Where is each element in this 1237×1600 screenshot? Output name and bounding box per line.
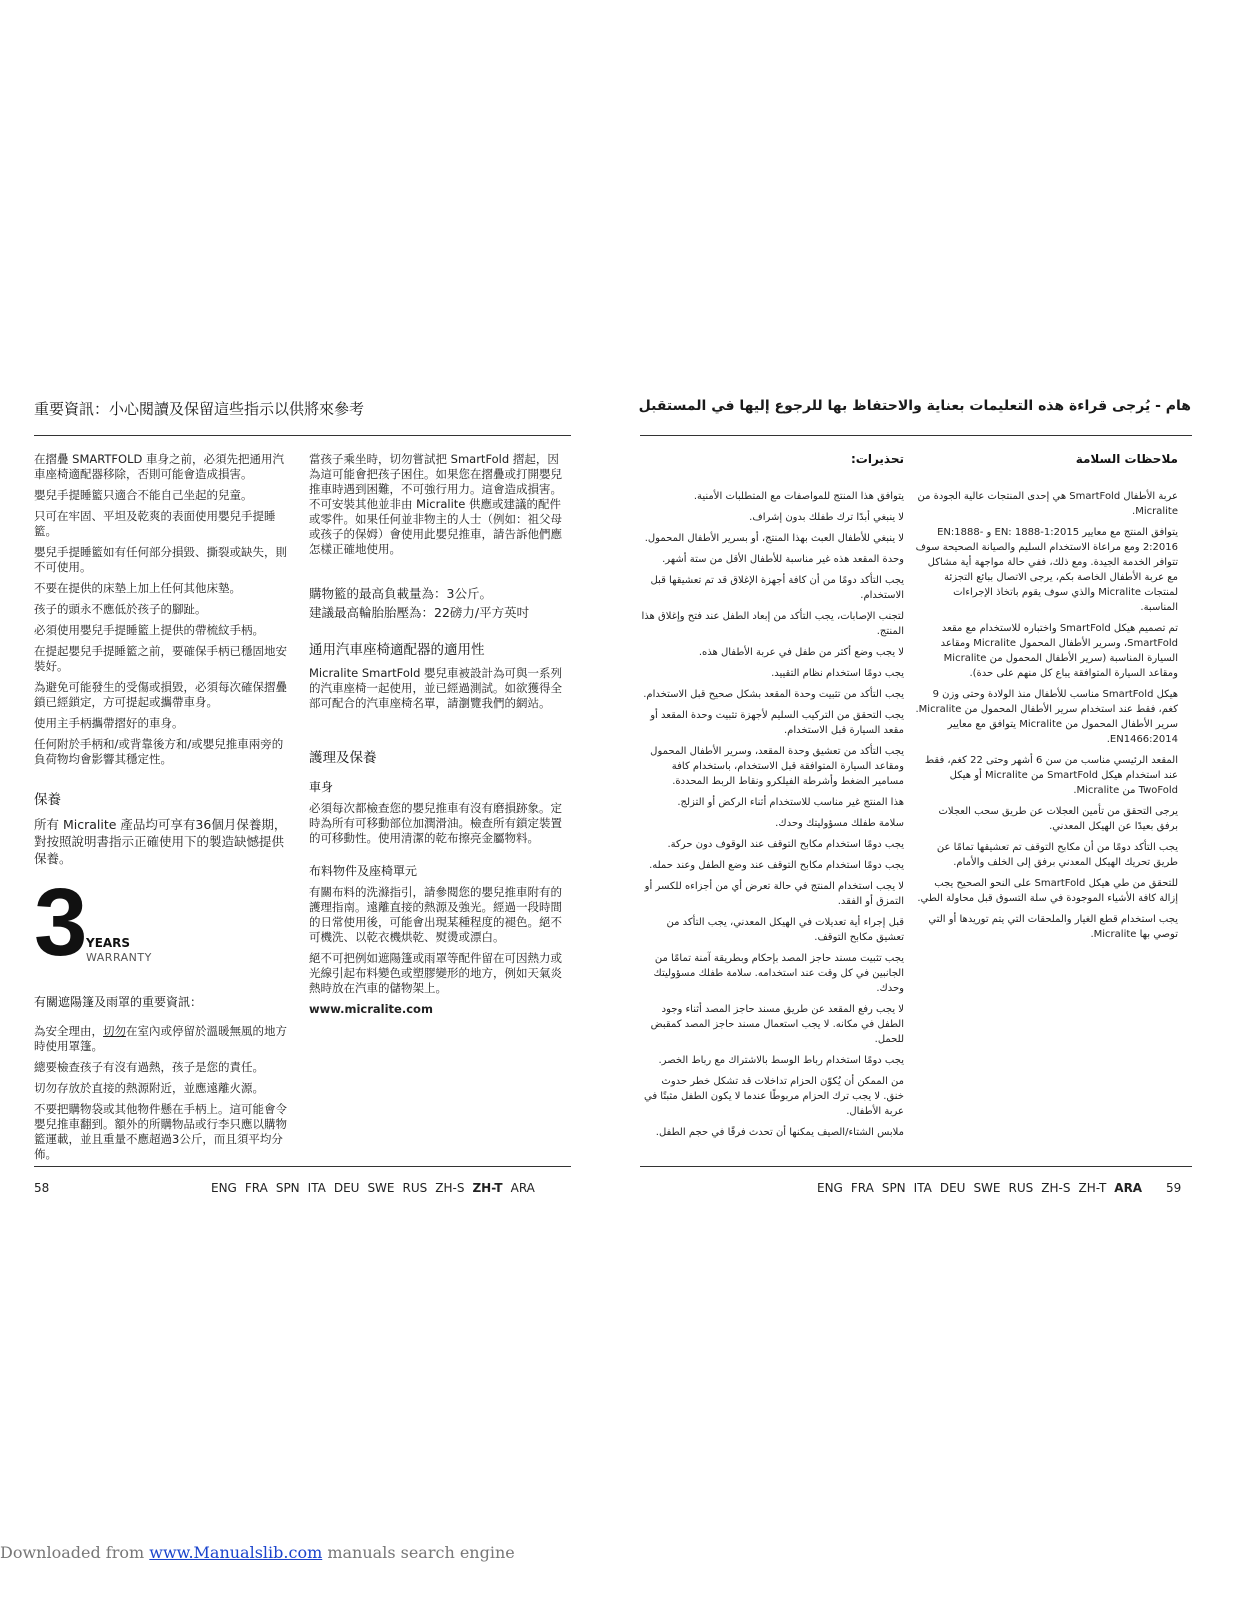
list-item: 不要把購物袋或其他物件懸在手柄上。這可能會令嬰兒推車翻到。額外的所購物品或行李只應以購物籃運載，並且重量不應超過3公斤，而且須平均分佈。 (34, 1102, 287, 1161)
website-link[interactable]: www.micralite.com (309, 1002, 433, 1016)
list-item: لا يجب استخدام المنتج في حالة تعرض أي من أجزاءه للكسر أو التمزق أو الفقد. (644, 881, 904, 907)
lang-link-fra[interactable]: FRA (850, 1181, 874, 1195)
warnings-heading: تحذيرات: (850, 452, 904, 466)
list-item: يجب التأكد من تعشيق وحدة المقعد، وسرير الأطفال المحمول ومقاعد السيارة المتوافقة قبل الاستخدام، باستخدام كافة مسامير الضغط وأشرطة الفيلكرو ونقاط الربط المحددة. (650, 746, 904, 787)
language-nav (817, 1181, 1150, 1195)
list-item: لتجنب الإصابات، يجب التأكد من إبعاد الطفل عند فتح وإغلاق هذا المنتج. (641, 611, 904, 637)
list-item: 為避免可能發生的受傷或損毀，必須每次確保摺疊鎖已經鎖定，方可提起或攜帶車身。 (34, 680, 287, 709)
top-divider (34, 435, 571, 436)
list-item: يجب دومًا استخدام مكابح التوقف عند الوقوف دون حركة. (667, 839, 904, 850)
list-item: وحدة المقعد هذه غير مناسبة للأطفال الأقل من ستة أشهر. (662, 554, 904, 565)
list-item: 切勿存放於直接的熱源附近，並應遠離火源。 (34, 1081, 264, 1095)
list-item: لا ينبغي للأطفال العبث بهذا المنتج، أو بسرير الأطفال المحمول. (644, 533, 904, 544)
adapter-text: Micralite SmartFold 嬰兒車被設計為可與一系列的汽車座椅一起使用，並已經過測試。如欲獲得全部可配合的汽車座椅名單，請瀏覽我們的網站。 (309, 666, 563, 710)
spacer (309, 717, 569, 751)
right-page (618, 0, 1237, 1600)
list-item: يتوافق المنتج مع معايير EN: 1888-1:2015 و EN:1888-2:2016 ومع مراعاة الاستخدام السليم والصيانة الصحيحة سوف تتوافر الخدمة الجيدة. ومع ذلك، ففي حالة مواجهة أية مشاكل مع عربة الأطفال الخاصة بكم، يرجى الاتصال ببائع التجزئة لمنتجات Micralite والذي سوف يقوم باتخاذ الإجراءات المناسبة. (915, 527, 1178, 613)
lang-link-deu[interactable]: DEU (939, 1181, 966, 1195)
warnings-column (640, 452, 904, 1146)
list-item: يجب التحقق من التركيب السليم لأجهزة تثبيت وحدة المقعد أو مقعد السيارة قبل الاستخدام. (650, 710, 904, 736)
safety-notes-column (914, 452, 1178, 948)
lang-link-spn[interactable]: SPN (881, 1181, 906, 1195)
bottom-divider (640, 1166, 1192, 1167)
safety-heading: ملاحظات السلامة (1075, 452, 1178, 466)
intro-text: 當孩子乘坐時，切勿嘗試把 SmartFold 摺起，因為這可能會把孩子困住。如果您在摺疊或打開嬰兒推車時遇到困難，不可強行用力。這會造成損害。不可安裝其他並非由 Micralite 供應或建議的配件或零件。如果任何並非物主的人士（例如：祖父母或孩子的保姆）會使用此嬰兒推車，請告訴他們應怎樣正確地使用。 (309, 452, 562, 556)
lang-link-swe[interactable]: SWE (367, 1181, 395, 1195)
list-item: من الممكن أن يُكوّن الحزام تداخلات قد تشكل خطر حدوث خنق. لا يجب ترك الحزام مربوطًا عندما لا يكون الطفل مثبتًا في عربة الأطفال. (644, 1076, 904, 1117)
lang-link-zht[interactable]: ZH-T (1078, 1181, 1107, 1195)
warranty-number: 3 (34, 869, 88, 976)
lang-link-ara[interactable]: ARA (510, 1181, 535, 1195)
credit-prefix: Downloaded from (0, 1543, 150, 1562)
canopy-heading: 有關遮陽篷及雨罩的重要資訊： (34, 995, 203, 1009)
page-number: 59 (1166, 1181, 1182, 1195)
canopy-text-emphasis: 切勿 (103, 1024, 126, 1038)
list-item: يرجى التحقق من تأمين العجلات عن طريق سحب العجلات برفق بعيدًا عن الهيكل المعدني. (938, 806, 1178, 832)
adapter-heading: 通用汽車座椅適配器的適用性 (309, 642, 485, 658)
max-pressure: 建議最高輪胎胎壓為：22磅力/平方英吋 (309, 605, 530, 620)
lang-link-deu[interactable]: DEU (333, 1181, 360, 1195)
list-item: يجب دومًا استخدام نظام التقييد. (771, 668, 904, 679)
lang-link-swe[interactable]: SWE (973, 1181, 1001, 1195)
list-item: يجب دومًا استخدام رباط الوسط بالاشتراك مع رباط الخصر. (658, 1055, 904, 1066)
maintenance-heading: 護理及保養 (309, 750, 377, 766)
lang-link-ara[interactable]: ARA (1114, 1181, 1143, 1195)
lang-link-zhs[interactable]: ZH-S (435, 1181, 465, 1195)
list-item: 總要檢查孩子有沒有過熱，孩子是您的責任。 (34, 1060, 264, 1074)
body-text: 必須每次都檢查您的嬰兒推車有沒有磨損跡象。定時為所有可移動部位加潤滑油。檢查所有鎖定裝置的可移動性。使用清潔的乾布擦亮金屬物料。 (309, 801, 562, 845)
list-item: المقعد الرئيسي مناسب من سن 6 أشهر وحتى 22 كغم، فقط عند استخدام هيكل SmartFold من Micralite أو هيكل TwoFold من Micralite. (924, 755, 1178, 796)
list-item: 嬰兒手提睡籃如有任何部分損毀、撕裂或缺失，則不可使用。 (34, 545, 287, 574)
list-item: يجب تثبيت مسند حاجز المصد بإحكام وبطريقة آمنة تمامًا من الجانبين في كل وقت عند استخدامه. سلامة طفلك مسؤوليتك وحدك. (653, 953, 904, 994)
list-item: يجب التأكد من تثبيت وحدة المقعد بشكل صحيح قبل الاستخدام. (643, 689, 904, 700)
list-item: لا يجب رفع المقعد عن طريق مسند حاجز المصد أثناء وجود الطفل في مكانه. لا يجب استعمال مسند حاجز المصد كمقبض للحمل. (650, 1004, 904, 1045)
list-item: تم تصميم هيكل SmartFold واختباره للاستخدام مع مقعد SmartFold، وسرير الأطفال المحمول Micralite ومقاعد السيارة المناسبة (سرير الأطفال المحمول من Micralite ومقاعد السيارة المتوافقة يباع كل منهم على حدة). (940, 623, 1178, 679)
list-item: هيكل SmartFold مناسب للأطفال منذ الولادة وحتى وزن 9 كغم، فقط عند استخدام سرير الأطفال المحمول من Micralite. سرير الأطفال المحمول من Micralite يتوافق مع معايير EN1466:2014. (915, 689, 1178, 745)
list-item: يجب دومًا استخدام مكابح التوقف عند وضع الطفل وعند حمله. (649, 860, 904, 871)
list-item: ملابس الشتاء/الصيف يمكنها أن تحدث فرقًا في حجم الطفل. (655, 1127, 904, 1138)
list-item: 只可在牢固、平坦及乾爽的表面使用嬰兒手提睡籃。 (34, 509, 276, 538)
page-number: 58 (34, 1181, 50, 1195)
page-header: هام - يُرجى قراءة هذه التعليمات بعناية والاحتفاظ بها للرجوع إليها في المستقبل (638, 398, 1191, 414)
canopy-text-pre: 為安全理由， (34, 1024, 103, 1038)
care-heading: 保養 (34, 792, 61, 808)
lang-link-rus[interactable]: RUS (1008, 1181, 1034, 1195)
max-load: 購物籃的最高負載量為：3公斤。 (309, 586, 492, 601)
list-item: لا يجب وضع أكثر من طفل في عربة الأطفال هذه. (698, 647, 904, 658)
list-item: 必須使用嬰兒手提睡籃上提供的帶梳紋手柄。 (34, 623, 264, 637)
left-column-2 (309, 452, 569, 1023)
list-item: للتحقق من طي هيكل SmartFold على النحو الصحيح يجب إزالة كافة الأشياء الموجودة في سلة التسوق قبل محاولة الطي. (917, 878, 1178, 904)
fabric-text: 絕不可把例如遮陽篷或雨罩等配件留在可因熱力或光線引起布料變色或塑膠變形的地方，例如天氣炎熱時放在汽車的儲物架上。 (309, 951, 562, 995)
lang-link-fra[interactable]: FRA (244, 1181, 268, 1195)
page-header: 重要資訊：小心閱讀及保留這些指示以供將來參考 (34, 400, 365, 418)
warranty-years: YEARS (86, 936, 131, 950)
list-item: 嬰兒手提睡籃只適合不能自己坐起的兒童。 (34, 488, 253, 502)
spacer (309, 563, 569, 585)
fabric-text: 有關布料的洗滌指引，請參閱您的嬰兒推車附有的護理指南。遠離直接的熱源及強光。經過一段時間的日常使用後，可能會出現某種程度的褪色。絕不可機洗、以乾衣機烘乾、熨燙或漂白。 (309, 885, 562, 944)
spacer (309, 852, 569, 864)
spacer (34, 773, 292, 793)
care-text: 所有 Micralite 產品均可享有36個月保養期，對按照說明書指示正確使用下的製造缺憾提供保養。 (34, 817, 287, 866)
list-item: 不要在提供的床墊上加上任何其他床墊。 (34, 581, 241, 595)
lang-link-ita[interactable]: ITA (307, 1181, 326, 1195)
list-item: سلامة طفلك مسؤوليتك وحدك. (775, 818, 904, 829)
spacer (309, 627, 569, 643)
top-divider (640, 435, 1192, 436)
list-item: قبل إجراء أية تعديلات في الهيكل المعدني، يجب التأكد من تعشيق مكابح التوقف. (666, 917, 904, 943)
list-item: 任何附於手柄和/或背靠後方和/或嬰兒推車兩旁的負荷物均會影響其穩定性。 (34, 737, 284, 766)
canopy-text-post: 在室內或停留於溫暖無風的地方時使用罩篷。 (34, 1024, 287, 1053)
lang-link-ita[interactable]: ITA (913, 1181, 932, 1195)
manualslib-link[interactable]: www.Manualslib.com (149, 1543, 323, 1562)
download-credit (0, 1543, 515, 1562)
lang-link-eng[interactable]: ENG (211, 1181, 237, 1195)
body-subheading: 車身 (309, 780, 334, 794)
left-page (0, 0, 618, 1600)
list-item: لا ينبغي أبدًا ترك طفلك بدون إشراف. (749, 512, 904, 523)
credit-suffix: manuals search engine (322, 1543, 515, 1562)
language-nav (211, 1181, 543, 1195)
bottom-divider (34, 1166, 571, 1167)
left-column-1 (34, 452, 292, 1168)
warranty-badge (34, 869, 292, 976)
list-item: 在提起嬰兒手提睡籃之前，要確保手柄已穩固地安裝好。 (34, 644, 287, 673)
lang-link-eng[interactable]: ENG (817, 1181, 843, 1195)
list-item: يجب التأكد دومًا من أن مكابح التوقف تم تعشيقها تمامًا عن طريق تحريك الهيكل المعدني برفق إلى الخلف والأمام. (936, 842, 1178, 868)
lang-link-zht[interactable]: ZH-T (472, 1181, 503, 1195)
lang-link-rus[interactable]: RUS (402, 1181, 428, 1195)
list-item: 孩子的頭永不應低於孩子的腳趾。 (34, 602, 207, 616)
list-item: 在摺疊 SMARTFOLD 車身之前，必須先把通用汽車座椅適配器移除，否則可能會造成損害。 (34, 452, 285, 481)
list-item: يتوافق هذا المنتج للمواصفات مع المتطلبات الأمنية. (693, 491, 904, 502)
lang-link-zhs[interactable]: ZH-S (1041, 1181, 1071, 1195)
list-item: هذا المنتج غير مناسب للاستخدام أثناء الركض أو التزلج. (677, 797, 904, 808)
list-item: عربة الأطفال SmartFold هي إحدى المنتجات عالية الجودة من Micralite. (917, 491, 1178, 517)
lang-link-spn[interactable]: SPN (275, 1181, 300, 1195)
fabric-subheading: 布料物件及座椅單元 (309, 864, 418, 878)
list-item: 使用主手柄攜帶摺好的車身。 (34, 716, 184, 730)
list-item: يجب استخدام قطع الغيار والملحقات التي يتم توريدها أو التي توصي بها Micralite. (928, 914, 1178, 940)
list-item (34, 1024, 292, 1054)
list-item: يجب التأكد دومًا من أن كافة أجهزة الإغلاق قد تم تعشيقها قبل الاستخدام. (650, 575, 904, 601)
warranty-label: WARRANTY (86, 951, 152, 964)
